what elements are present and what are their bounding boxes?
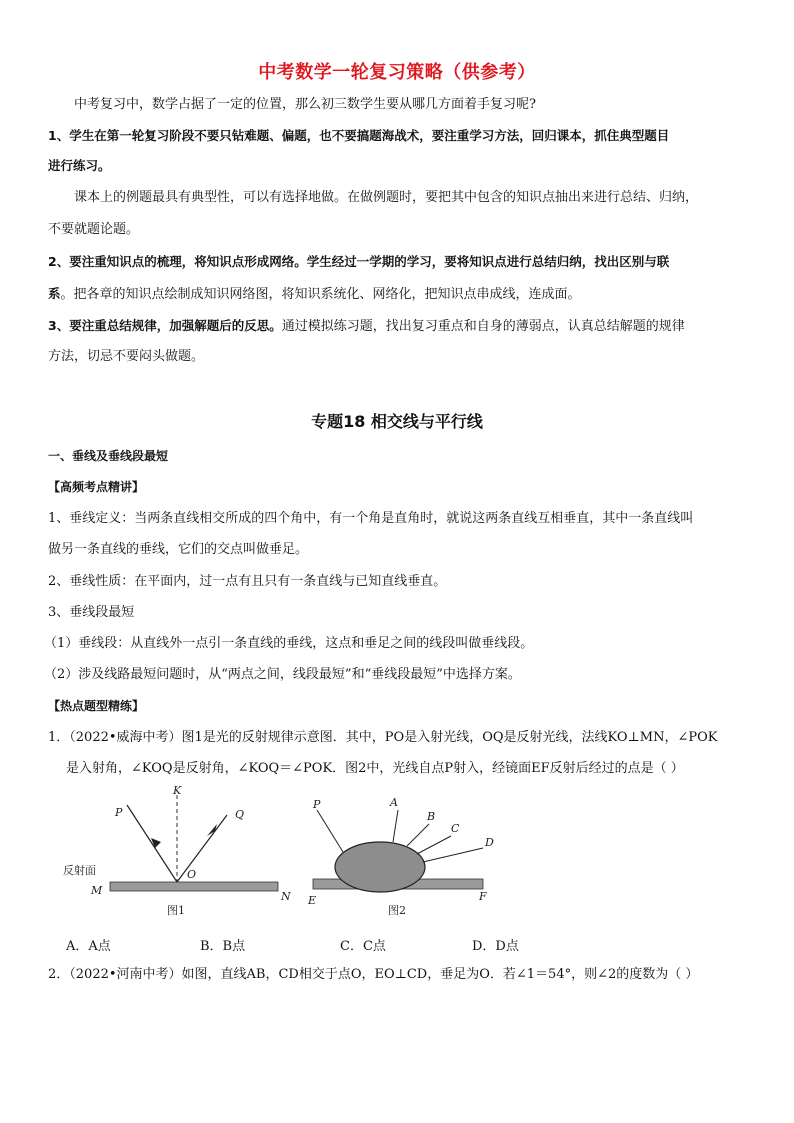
tip3-line1-rest: 通过模拟练习题，找出复习重点和自身的薄弱点，认真总结解题的规律 [281, 319, 685, 334]
shortest-heading: 3、垂线段最短 [48, 605, 135, 620]
q2-line1: 2．（2022•河南中考）如图，直线AB，CD相交于点O，EO⊥CD，垂足为O．若∠1＝54°，则∠2的度数为（ ） [48, 967, 699, 982]
q1-line2: 是入射角，∠KOQ是反射角，∠KOQ＝∠POK．图2中，光线自点P射入，经镜面EF反射后经过的点是（ ） [66, 761, 684, 776]
mirror-surface [110, 882, 278, 891]
tip3-line1-bold: 3、要注重总结规律，加强解题后的反思。 [48, 318, 282, 333]
tip2-line2 [48, 285, 753, 304]
caption-fig1: 图1 [167, 904, 185, 917]
figure-1 [63, 784, 291, 917]
tip2-line1: 2、要注重知识点的梳理，将知识点形成网络。学生经过一学期的学习，要将知识点进行总结归纳，找出区别与联 [48, 254, 670, 269]
tip1b-line1: 课本上的例题最具有典型性，可以有选择地做。在做例题时，要把其中包含的知识点抽出来进行总结、归纳， [74, 190, 699, 205]
sub-point-1: （1）垂线段：从直线外一点引一条直线的垂线，这点和垂足之间的线段叫做垂线段。 [44, 636, 534, 651]
ray-c [417, 836, 451, 854]
incident-ray-po [127, 805, 177, 882]
opaque-object [335, 842, 425, 892]
property-line: 2、垂线性质：在平面内，过一点有且只有一条直线与已知直线垂直。 [48, 574, 447, 589]
caption-fig2: 图2 [388, 904, 406, 917]
label-P: P [115, 806, 123, 819]
label-C: C [451, 822, 460, 835]
label-N: N [281, 890, 291, 903]
def-line1: 1、垂线定义：当两条直线相交所成的四个角中，有一个角是直角时，就说这两条直线互相垂直，其中一条直线叫 [48, 511, 694, 526]
q1-option-c[interactable]: C．C点 [340, 939, 386, 954]
label-B: B [427, 810, 436, 823]
section-heading: 一、垂线及垂线段最短 [48, 449, 169, 463]
ray-b [407, 824, 429, 846]
tip2-line2-bold: 系 [48, 286, 61, 301]
reflected-ray-oq [177, 815, 227, 882]
label-E: E [308, 894, 317, 907]
tip3-line1 [48, 317, 753, 336]
incident-arrow [151, 838, 161, 848]
tip1b-line2: 不要就题论题。 [48, 222, 140, 237]
label-F: F [479, 890, 487, 903]
tip1-line2: 进行练习。 [48, 158, 111, 173]
intro-lead: 中考复习中，数学占据了一定的位置，那么初三数学生要从哪几方面着手复习呢? [74, 97, 536, 112]
label-K: K [173, 784, 182, 797]
ray-d [423, 848, 483, 862]
def-line2: 做另一条直线的垂线，它们的交点叫做垂足。 [48, 542, 309, 557]
tip1-line1: 1、学生在第一轮复习阶段不要只钻难题、偏题，也不要搞题海战术，要注重学习方法，回归课本，抓住典型题目 [48, 128, 670, 143]
label-mirror: 反射面 [63, 864, 96, 877]
ray-a [393, 810, 398, 842]
q1-option-d[interactable]: D．D点 [472, 939, 519, 954]
topic-title: 专题18 相交线与平行线 [311, 412, 483, 431]
tip2-line2-rest: 。把各章的知识点绘制成知识网络图，将知识系统化、网络化，把知识点串成线，连成面。 [60, 287, 581, 302]
ray-p [317, 810, 343, 852]
sub-point-2: （2）涉及线路最短问题时，从“两点之间，线段最短”和“垂线段最短”中选择方案。 [44, 667, 521, 682]
practice-heading: 【热点题型精练】 [48, 699, 145, 713]
label-O: O [187, 868, 197, 881]
q1-option-a[interactable]: A．A点 [66, 939, 111, 954]
label-D: D [485, 836, 494, 849]
q1-line1: 1．（2022•威海中考）图1是光的反射规律示意图．其中，PO是入射光线，OQ是反射光线，法线KO⊥MN，∠POK [48, 730, 718, 745]
figure-2 [307, 796, 494, 917]
page-title: 中考数学一轮复习策略（供参考） [258, 62, 536, 83]
focus-heading: 【高频考点精讲】 [48, 480, 145, 494]
q1-option-b[interactable]: B．B点 [200, 939, 246, 954]
label-Q: Q [235, 808, 245, 821]
tip3-line2: 方法，切忌不要闷头做题。 [48, 349, 205, 364]
label-M: M [91, 884, 103, 897]
label-P2: P [313, 798, 321, 811]
q1-figures [55, 780, 525, 930]
label-A: A [390, 796, 398, 809]
